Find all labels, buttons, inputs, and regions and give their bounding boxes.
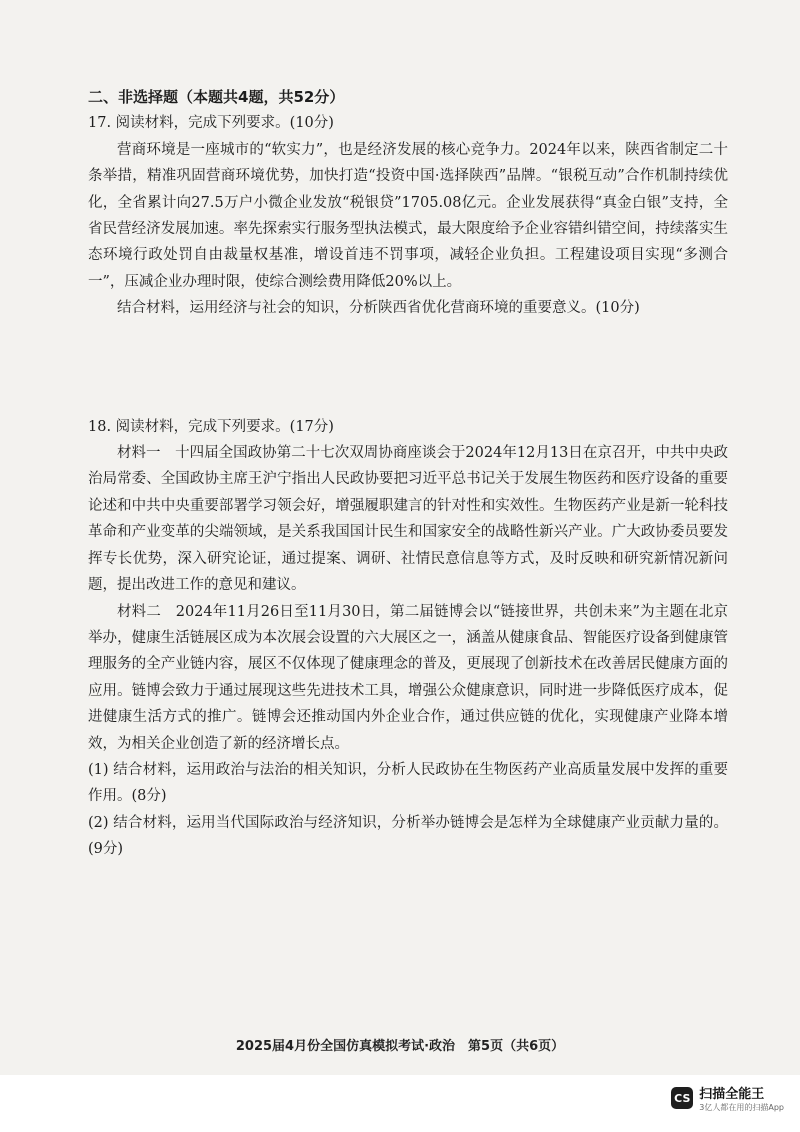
watermark-brand: 扫描全能王 <box>699 1087 765 1102</box>
q18-heading: 18. 阅读材料，完成下列要求。(17分) <box>88 418 334 435</box>
scanner-watermark <box>671 1083 784 1113</box>
section-title: 二、非选择题（本题共4题，共52分） <box>88 88 345 106</box>
watermark-tagline: 3亿人都在用的扫描App <box>699 1103 784 1112</box>
q17-material: 营商环境是一座城市的“软实力”，也是经济发展的核心竞争力。2024年以来，陕西省制定二十条举措，精准巩固营商环境优势，加快打造“投资中国·选择陕西”品牌。“银税互动”合作机制持续优化，全省累计向27.5万户小微企业发放“税银贷”1705.08亿元。企业发展获得“真金白银”支持，全省民营经济发展加速。率先探索实行服务型执法模式，最大限度给予企业容错纠错空间，持续落实生态环境行政处罚自由裁量权基准，增设首违不罚事项，减轻企业负担。工程建设项目实现“多测合一”，压减企业办理时限，使综合测绘费用降低20%以上。 <box>88 141 728 290</box>
answer-space <box>88 322 728 414</box>
q17-question: 结合材料，运用经济与社会的知识，分析陕西省优化营商环境的重要意义。(10分) <box>117 300 640 317</box>
page-footer: 2025届4月份全国仿真模拟考试·政治 第5页（共6页） <box>235 1039 565 1054</box>
q18-subquestion-1: (1) 结合材料，运用政治与法治的相关知识，分析人民政协在生物医药产业高质量发展中发挥的重要作用。(8分) <box>88 761 728 805</box>
q18-material-1: 材料一 十四届全国政协第二十七次双周协商座谈会于2024年12月13日在京召开，中共中央政治局常委、全国政协主席王沪宁指出人民政协要把习近平总书记关于发展生物医药和医疗设备的重要论述和中共中央重要部署学习领会好，增强履职建言的针对性和实效性。生物医药产业是新一轮科技革命和产业变革的尖端领域，是关系我国国计民生和国家安全的战略性新兴产业。广大政协委员要发挥专长优势，深入研究论证，通过提案、调研、社情民意信息等方式，及时反映和研究新情况新问题，提出改进工作的意见和建议。 <box>88 445 728 594</box>
q18-material-2: 材料二 2024年11月26日至11月30日，第二届链博会以“链接世界，共创未来”为主题在北京举办，健康生活链展区成为本次展会设置的六大展区之一，涵盖从健康食品、智能医疗设备到健康管理服务的全产业链内容，展区不仅体现了健康理念的普及，更展现了创新技术在改善居民健康方面的应用。链博会致力于通过展现这些先进技术工具，增强公众健康意识，同时进一步降低医疗成本，促进健康生活方式的推广。链博会还推动国内外企业合作，通过供应链的优化，实现健康产业降本增效，为相关企业创造了新的经济增长点。 <box>88 603 728 752</box>
q17-heading: 17. 阅读材料，完成下列要求。(10分) <box>88 115 334 132</box>
camscanner-logo-icon: CS <box>671 1087 693 1109</box>
q18-subquestion-2: (2) 结合材料，运用当代国际政治与经济知识，分析举办链博会是怎样为全球健康产业贡献力量的。(9分) <box>88 814 728 858</box>
page-content <box>88 84 728 863</box>
